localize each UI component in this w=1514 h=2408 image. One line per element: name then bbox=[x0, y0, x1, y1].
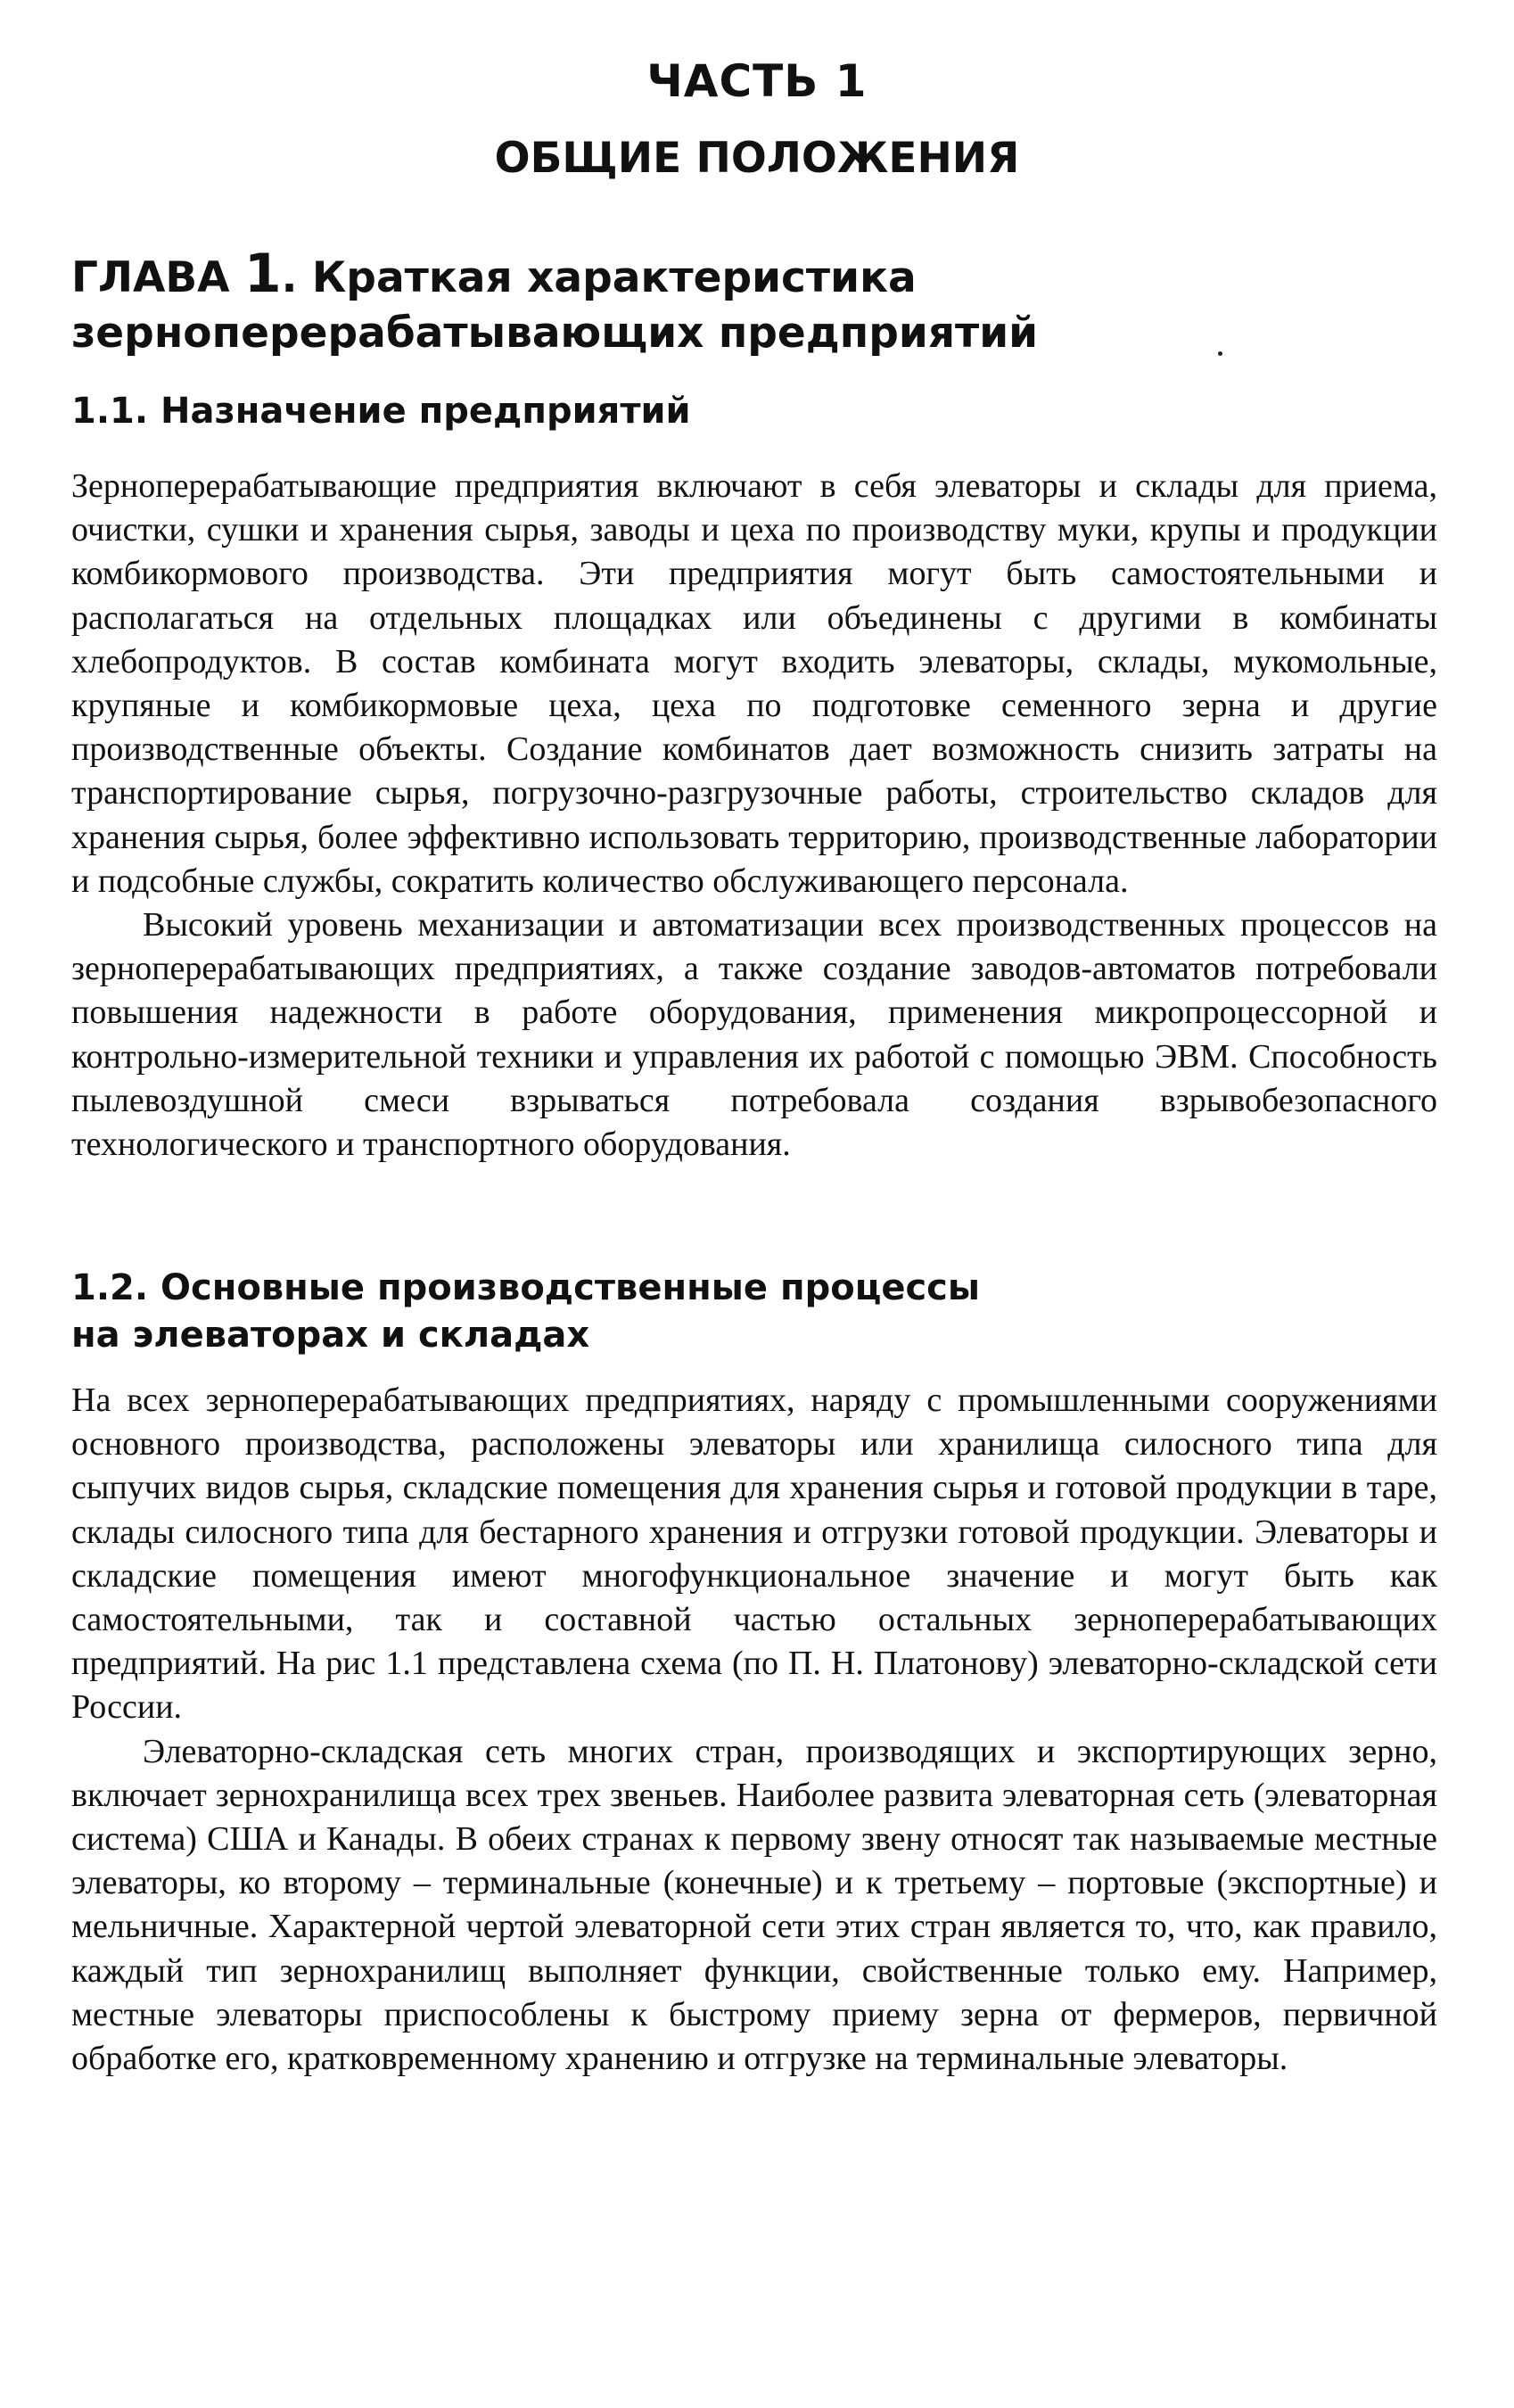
paragraph: Зерноперерабатывающие предприятия включают в себя элеваторы и склады для приема, очистки, сушки и хранения сырья, заводы и цеха по производству муки, крупы и продукции комбикормового производства. Эти предприятия могут быть самостоятельными и располагаться на отдельных площадках или объединены с другими в комбинаты хлебопродуктов. В состав комбината могут входить элеваторы, склады, мукомольные, крупяные и комбикормовые цеха, цеха по подготовке семенного зерна и другие производственные объекты. Создание комбинатов дает возможность снизить затраты на транспортирование сырья, погрузочно-разгрузочные работы, строительство складов для хранения сырья, более эффективно использовать территорию, производственные лаборатории и подсобные службы, сократить количество обслуживающего персонала. bbox=[71, 467, 1437, 900]
part-subtitle: ОБЩИЕ ПОЛОЖЕНИЯ bbox=[494, 134, 1020, 183]
chapter-label: ГЛАВА bbox=[71, 253, 244, 302]
chapter-title: . Краткая характеристика зерноперерабатывающих предприятий bbox=[71, 253, 1039, 358]
section-body-1-2 bbox=[71, 1379, 1437, 2081]
paragraph: Элеваторно-складская сеть многих стран, производящих и экспортирующих зерно, включает зернохранилища всех трех звеньев. Наиболее развита элеваторная сеть (элеваторная система) США и Канады. В обеих странах к первому звену относят так называемые местные элеваторы, ко второму – терминальные (конечные) и к третьему – портовые (экспортные) и мельничные. Характерной чертой элеваторной сети этих стран является то, что, как правило, каждый тип зернохранилищ выполняет функции, свойственные только ему. Например, местные элеваторы приспособлены к быстрому приему зерна от фермеров, первичной обработке его, кратковременному хранению и отгрузке на терминальные элеваторы. bbox=[71, 1732, 1437, 2078]
section-heading-1-1: 1.1. Назначение предприятий bbox=[71, 391, 691, 432]
section-heading-line: на элеваторах и складах bbox=[71, 1315, 590, 1356]
section-heading-1-2 bbox=[71, 1265, 1320, 1359]
paragraph: Высокий уровень механизации и автоматизации всех производственных процессов на зерноперерабатывающих предприятиях, а также создание заводов-автоматов потребовали повышения надежности в работе оборудования, применения микропроцессорной и контрольно-измерительной техники и управления их работой с помощью ЭВМ. Способность пылевоздушной смеси взрываться потребовала создания взрывобезопасного технологического и транспортного оборудования. bbox=[71, 906, 1437, 1164]
chapter-heading bbox=[71, 243, 1230, 361]
part-title: ЧАСТЬ 1 bbox=[646, 55, 868, 107]
section-heading-line: 1.2. Основные производственные процессы bbox=[71, 1267, 981, 1308]
paragraph: На всех зерноперерабатывающих предприятиях, наряду с промышленными сооружениями основного производства, расположены элеваторы или хранилища силосного типа для сыпучих видов сырья, складские помещения для хранения сырья и готовой продукции в таре, склады силосного типа для бестарного хранения и отгрузки готовой продукции. Элеваторы и складские помещения имеют многофункциональное значение и могут быть как самостоятельными, так и составной частью остальных зерноперерабатывающих предприятий. На рис 1.1 представлена схема (по П. Н. Платонову) элеваторно-складской сети России. bbox=[71, 1381, 1437, 1727]
stray-dot bbox=[1218, 351, 1222, 356]
chapter-number: 1 bbox=[243, 243, 282, 305]
section-body-1-1 bbox=[71, 465, 1437, 1167]
